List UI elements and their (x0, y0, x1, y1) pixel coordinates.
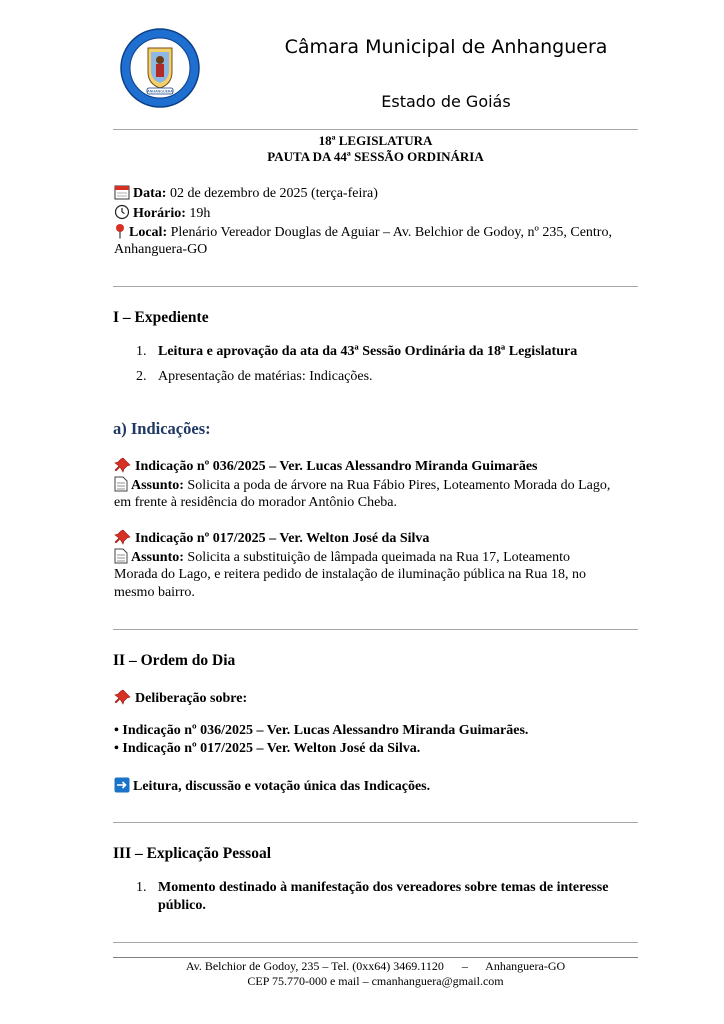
date-line (114, 184, 378, 202)
pushpin-icon (114, 457, 132, 473)
subject-label: Assunto: (131, 550, 184, 565)
indicacao-subject (114, 548, 570, 566)
place-label: Local: (129, 225, 168, 240)
list-item-text: Leitura e aprovação da ata da 43ª Sessão Ordinária da 18ª Legislatura (158, 344, 578, 359)
list-item-text-continued: público. (158, 898, 206, 913)
list-item-number: 1. (136, 880, 147, 895)
pushpin-icon (114, 529, 132, 545)
municipal-seal-icon (120, 28, 200, 108)
deliberation-line (114, 689, 247, 707)
subject-text: Solicita a substituição de lâmpada queimada na Rua 17, Loteamento (187, 550, 570, 565)
footer-address: Av. Belchior de Godoy, 235 – Tel. (0xx64) 3469.1120 – Anhanguera-GO (185, 959, 566, 973)
place-value-continued: Anhanguera-GO (114, 242, 208, 257)
indicacao-subject (114, 476, 610, 494)
right-arrow-icon (114, 777, 130, 793)
section-ordem-do-dia-title: II – Ordem do Dia (113, 652, 236, 669)
indicacao-heading (114, 457, 538, 475)
list-item (136, 369, 373, 385)
list-item (136, 344, 577, 360)
indicacao-heading-text: Indicação nº 036/2025 – Ver. Lucas Alessandro Miranda Guimarães (135, 459, 538, 474)
page-title: Câmara Municipal de Anhanguera (284, 36, 608, 58)
time-label: Horário: (133, 206, 186, 221)
subject-text: Solicita a poda de árvore na Rua Fábio Pires, Loteamento Morada do Lago, (187, 478, 611, 493)
location-pin-icon (114, 223, 126, 239)
bullet-item: • Indicação nº 017/2025 – Ver. Welton José da Silva. (114, 741, 421, 756)
place-line (114, 223, 612, 241)
indicacao-heading-text: Indicação nº 017/2025 – Ver. Welton José da Silva (135, 531, 430, 546)
list-item-number: 2. (136, 369, 147, 384)
page-subtitle: Estado de Goiás (381, 92, 511, 111)
subject-text-continued: Morada do Lago, e reitera pedido de instalação de iluminação pública na Rua 18, no (114, 567, 586, 582)
subject-text-continued: mesmo bairro. (114, 585, 195, 600)
document-icon (114, 476, 128, 492)
divider (113, 129, 638, 130)
list-item-text: Momento destinado à manifestação dos vereadores sobre temas de interesse (158, 880, 609, 895)
calendar-icon (114, 184, 130, 200)
divider (113, 629, 638, 630)
bullet-item: • Indicação nº 036/2025 – Ver. Lucas Alessandro Miranda Guimarães. (114, 723, 529, 738)
time-line (114, 204, 210, 222)
session-heading: PAUTA DA 44ª SESSÃO ORDINÁRIA (267, 149, 484, 164)
date-label: Data: (133, 186, 167, 201)
indicacoes-title: a) Indicações: (113, 419, 211, 438)
list-item (136, 880, 608, 896)
divider (113, 942, 638, 943)
divider (113, 286, 638, 287)
date-value: 02 de dezembro de 2025 (terça-feira) (169, 186, 378, 201)
action-text: Leitura, discussão e votação única das Indicações. (133, 779, 431, 794)
subject-text-continued: em frente à residência do morador Antônio Cheba. (114, 495, 398, 510)
time-value: 19h (189, 206, 211, 221)
clock-icon (114, 204, 130, 220)
place-value: Plenário Vereador Douglas de Aguiar – Av. Belchior de Godoy, nº 235, Centro, (170, 225, 612, 240)
footer-contact: CEP 75.770-000 e mail – cmanhanguera@gmail.com (247, 974, 504, 988)
pushpin-icon (114, 689, 132, 705)
svg-text:ANHANGUERA: ANHANGUERA (147, 89, 173, 94)
footer-divider (113, 957, 638, 958)
list-item-text: Apresentação de matérias: Indicações. (158, 369, 373, 384)
deliberation-text: Deliberação sobre: (135, 691, 248, 706)
action-line (114, 777, 430, 795)
document-icon (114, 548, 128, 564)
legislature-heading: 18ª LEGISLATURA (318, 133, 433, 148)
divider (113, 822, 638, 823)
list-item-number: 1. (136, 344, 147, 359)
subject-label: Assunto: (131, 478, 184, 493)
indicacao-heading (114, 529, 429, 547)
section-explicacao-pessoal-title: III – Explicação Pessoal (113, 845, 272, 862)
section-expediente-title: I – Expediente (113, 309, 209, 326)
